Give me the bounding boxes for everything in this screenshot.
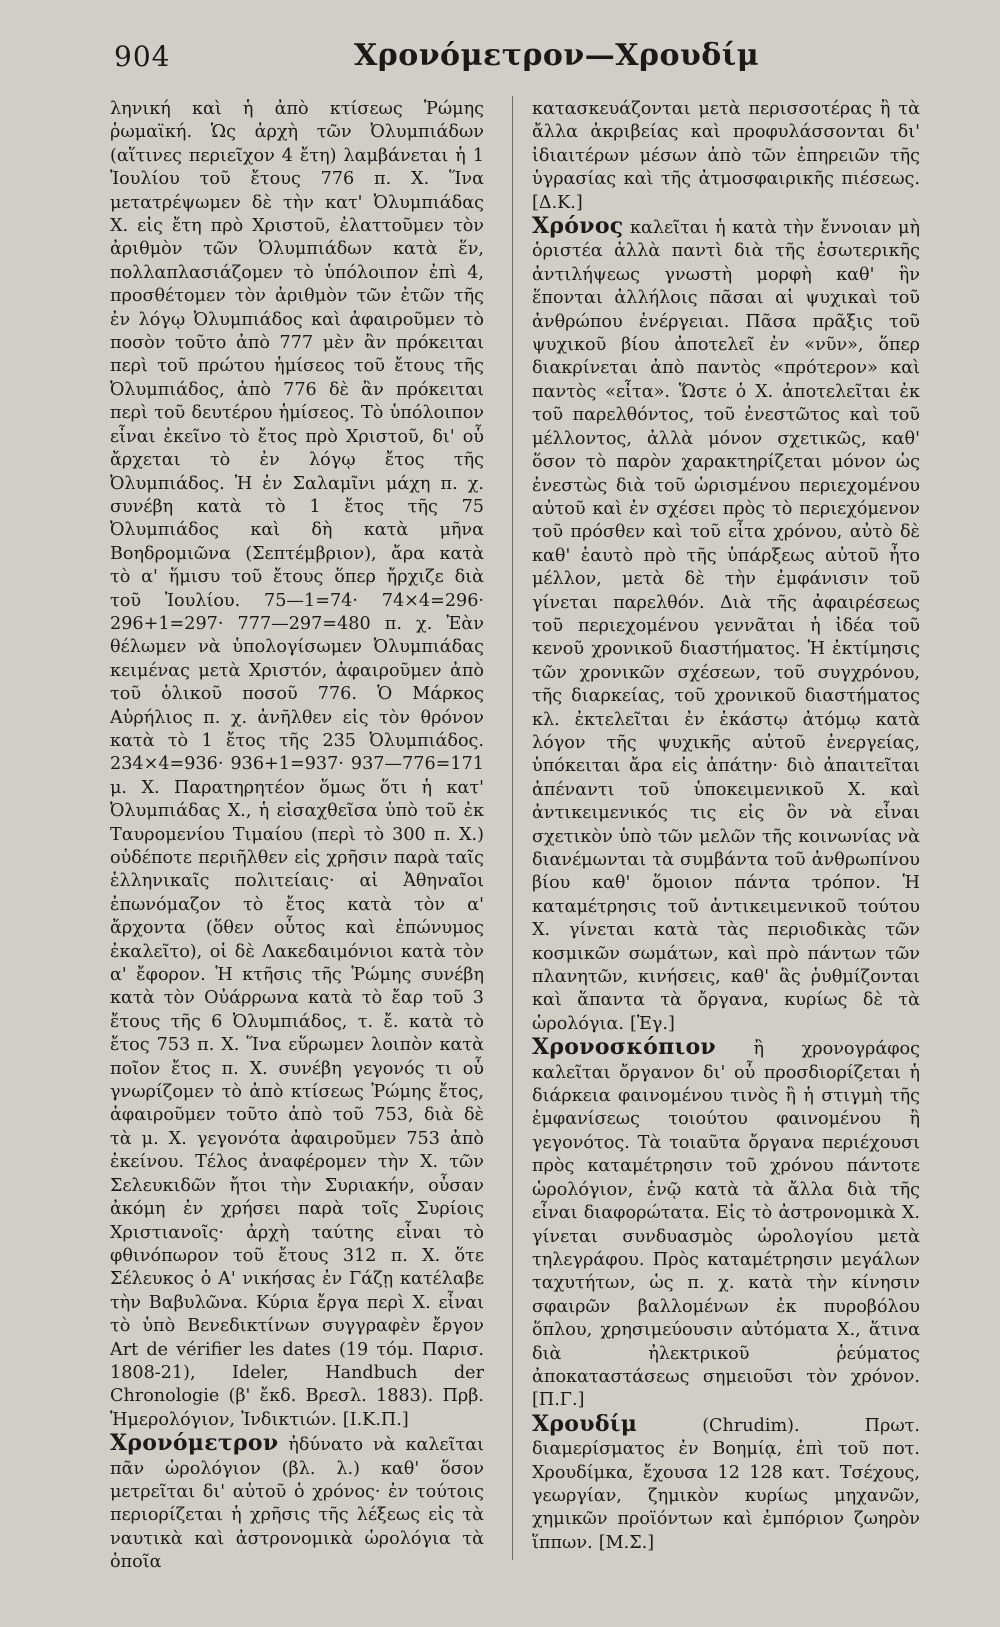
left-column [110,98,484,1575]
headword-chronoskopion: Χρονοσκόπιον [532,1034,716,1061]
entry-chronometron [110,1432,484,1574]
entry-chronos-text: καλεῖται ἡ κατὰ τὴν ἔννοιαν μὴ ὁριστέα ἀλλὰ παντὶ διὰ τῆς ἐσωτερικῆς ἀντιλήψεως γνωστὴ μορφὴ καθ' ἣν ἕπονται ἀλλήλοις πᾶσαι αἱ ψυχικαὶ τοῦ ἀνθρώπου ἐνέργειαι. Πᾶσα πρᾶξις τοῦ ψυχικοῦ βίου ἀποτελεῖ ἐν «νῦν», ὅπερ διακρίνεται ἀπὸ παντὸς «πρότερον» καὶ παντὸς «εἶτα». Ὥστε ὁ Χ. ἀποτελεῖται ἐκ τοῦ παρελθόντος, τοῦ ἐνεστῶτος καὶ τοῦ μέλλοντος, ἀλλὰ μόνον σχετικῶς, καθ' ὅσον τὸ παρὸν χαρακτηρίζεται μόνον ὡς ἐνεστὼς διὰ τοῦ ὡρισμένου περιεχομένου αὐτοῦ καὶ ἐν σχέσει πρὸς τὸ περιεχόμενον τοῦ πρόσθεν καὶ τοῦ εἶτα χρόνου, αὐτὸ δὲ καθ' ἑαυτὸ πρὸ τῆς ὑπάρξεως αὐτοῦ ἦτο μέλλον, μετὰ δὲ τὴν ἐμφάνισιν τοῦ γίνεται παρελθόν. Διὰ τῆς ἀφαιρέσεως τοῦ περιεχομένου γεννᾶται ἡ ἰδέα τοῦ κενοῦ χρονικοῦ διαστήματος. Ἡ ἐκτίμησις τῶν χρονικῶν σχέσεων, τοῦ συγχρόνου, τῆς διαρκείας, τοῦ χρονικοῦ διαστήματος κλ. ἐκτελεῖται ἐν ἑκάστῳ ἀτόμῳ κατὰ λόγον τῆς ψυχικῆς αὐτοῦ ἐνεργείας, ὑπόκειται ἄρα εἰς ἀπάτην· διὸ ἀπαιτεῖται ἀπέναντι τοῦ ὑποκειμενικοῦ Χ. καὶ ἀντικειμενικός τις εἰς ὃν νὰ εἶναι σχετικὸν ὑπὸ τῶν μελῶν τῆς κοινωνίας νὰ διανέμωνται τὰ συμβάντα τοῦ ἀνθρωπίνου βίου καθ' ὅμοιον πάντα τρόπον. Ἡ καταμέτρησις τοῦ ἀντικειμενικοῦ τούτου Χ. γίνεται κατὰ τὰς περιοδικὰς τῶν κοσμικῶν σωμάτων, καὶ πρὸ πάντων τῶν πλανητῶν, κινήσεις, καθ' ἃς ῥυθμίζονται καὶ ἅπαντα τὰ ὄργανα, κυρίως δὲ τὰ ὡρολόγια. [Ἐγ.] [532,218,920,1034]
chronometron-continuation-paragraph: κατασκευάζονται μετὰ περισσοτέρας ἢ τὰ ἄλλα ἀκριβείας καὶ προφυλάσσονται δι' ἰδιαιτέρων μέσων ἀπὸ τῶν ἐπηρειῶν τῆς ὑγρασίας καὶ τῆς ἀτμοσφαιρικῆς πιέσεως. [Δ.Κ.] [532,99,920,213]
headword-chronometron: Χρονόμετρον [110,1430,279,1457]
headword-chroudim: Χρουδίμ [532,1410,638,1437]
entry-chronoskopion [532,1036,920,1413]
running-title: Χρονόμετρον—Χρουδίμ [354,38,760,73]
page-number: 904 [114,40,171,73]
right-column [532,98,920,1555]
page-header [0,34,1000,84]
chronology-continuation-paragraph: ληνική καὶ ἡ ἀπὸ κτίσεως Ῥώμης ῥωμαϊκή. Ὡς ἀρχὴ τῶν Ὀλυμπιάδων (αἵτινες περιεῖχον 4 ἔτη) λαμβάνεται ἡ 1 Ἰουλίου τοῦ ἔτους 776 π. Χ. Ἵνα μετατρέψωμεν δὲ τὴν κατ' Ὀλυμπιάδας Χ. εἰς ἔτη πρὸ Χριστοῦ, ἐλαττοῦμεν τὸν ἀριθμὸν τῶν Ὀλυμπιάδων κατὰ ἕν, πολλαπλασιάζομεν τὸ ὑπόλοιπον ἐπὶ 4, προσθέτομεν τὸν ἀριθμὸν τῶν ἐτῶν τῆς ἐν λόγῳ Ὀλυμπιάδος καὶ ἀφαιροῦμεν τὸ ποσὸν τοῦτο ἀπὸ 777 μὲν ἂν πρόκειται περὶ τοῦ πρώτου ἡμίσεος τοῦ ἔτους τῆς Ὀλυμπιάδος, ἀπὸ 776 δὲ ἂν πρόκειται περὶ τοῦ δευτέρου ἡμίσεος. Τὸ ὑπόλοιπον εἶναι ἐκεῖνο τὸ ἔτος πρὸ Χριστοῦ, δι' οὗ ἄρχεται τὸ ἐν λόγῳ ἔτος τῆς Ὀλυμπιάδος. Ἡ ἐν Σαλαμῖνι μάχη π. χ. συνέβη κατὰ τὸ 1 ἔτος τῆς 75 Ὀλυμπιάδος καὶ δὴ κατὰ μῆνα Βοηδρομιῶνα (Σεπτέμβριον), ἄρα κατὰ τὸ α' ἥμισυ τοῦ ἔτους ὅπερ ἤρχιζε διὰ τοῦ Ἰουλίου. 75—1=74· 74×4=296· 296+1=297· 777—297=480 π. χ. Ἐὰν θέλωμεν νὰ ὑπολογίσωμεν Ὀλυμπιάδας κειμένας μετὰ Χριστόν, ἀφαιροῦμεν ἀπὸ τοῦ ὁλικοῦ ποσοῦ 776. Ὁ Μάρκος Αὐρήλιος π. χ. ἀνῆλθεν εἰς τὸν θρόνον κατὰ τὸ 1 ἔτος τῆς 235 Ὀλυμπιάδος. 234×4=936· 936+1=937· 937—776=171 μ. Χ. Παρατηρητέον ὅμως ὅτι ἡ κατ' Ὀλυμπιάδας Χ., ἡ εἰσαχθεῖσα ὑπὸ τοῦ ἐκ Ταυρομενίου Τιμαίου (περὶ τὸ 300 π. Χ.) οὐδέποτε περιῆλθεν εἰς χρῆσιν παρὰ ταῖς ἑλληνικαῖς πολιτείαις· αἱ Ἀθηναῖοι ἐπωνόμαζον τὸ ἔτος κατὰ τὸν α' ἄρχοντα (ὅθεν οὗτος καὶ ἐπώνυμος ἐκαλεῖτο), οἱ δὲ Λακεδαιμόνιοι κατὰ τὸν α' ἔφορον. Ἡ κτῆσις τῆς Ῥώμης συνέβη κατὰ τὸν Οὐάρρωνα κατὰ τὸ ἔαρ τοῦ 3 ἔτους τῆς 6 Ὀλυμπιάδος, τ. ἔ. κατὰ τὸ ἔτος 753 π. Χ. Ἵνα εὕρωμεν λοιπὸν κατὰ ποῖον ἔτος π. Χ. συνέβη γεγονός τι οὗ γνωρίζομεν τὸ ἀπὸ κτίσεως Ῥώμης ἔτος, ἀφαιροῦμεν τοῦτο ἀπὸ τοῦ 753, διὰ δὲ τὰ μ. Χ. γεγονότα ἀφαιροῦμεν 753 ἀπὸ ἐκείνου. Τέλος ἀναφέρομεν τὴν Χ. τῶν Σελευκιδῶν ἤτοι τὴν Συριακήν, οὖσαν ἀκόμη ἐν χρήσει παρὰ τοῖς Συρίοις Χριστιανοῖς· ἀρχὴ ταύτης εἶναι τὸ φθινόπωρον τοῦ ἔτους 312 π. Χ. ὅτε Σέλευκος ὁ Α' νικήσας ἐν Γάζῃ κατέλαβε τὴν Βαβυλῶνα. Κύρια ἔργα περὶ Χ. εἶναι τὸ ὑπὸ Βενεδικτίνων συγγραφὲν ἔργον Art de vérifier les dates (19 τόμ. Παρισ. 1808-21), Ideler, Handbuch der Chronologie (β' ἔκδ. Βρεσλ. 1883). Πρβ. Ἡμερολόγιον, Ἰνδικτιών. [Ι.Κ.Π.] [110,99,484,1430]
headword-chronos: Χρόνος [532,213,624,240]
entry-chronoskopion-text: ἢ χρονογράφος καλεῖται ὄργανον δι' οὗ προσδιορίζεται ἡ διάρκεια φαινομένου τινὸς ἢ ἡ στιγμὴ τῆς ἐμφανίσεως τοιούτου φαινομένου ἢ γεγονότος. Τὰ τοιαῦτα ὄργανα περιέχουσι πρὸς καταμέτρησιν τοῦ χρόνου πάντοτε ὡρολόγιον, ἐνῷ κατὰ τὰ ἄλλα διὰ τῆς εἶναι διαφορώτατα. Εἰς τὸ ἀστρονομικὰ Χ. γίνεται συνδυασμὸς ὡρολογίου μετὰ τηλεγράφου. Πρὸς καταμέτρησιν μεγάλων ταχυτήτων, ὡς π. χ. κατὰ τὴν κίνησιν σφαιρῶν βαλλομένων ἐκ πυροβόλου ὅπλου, χρησιμεύουσιν αὐτόματα Χ., ἅτινα διὰ ἠλεκτρικοῦ ῥεύματος ἀποκαταστάσεως σημειοῦσι τὸν χρόνον. [Π.Γ.] [532,1039,920,1411]
entry-chronometron-text: ἠδύνατο νὰ καλεῖται πᾶν ὡρολόγιον (βλ. λ.) καθ' ὅσον μετρεῖται δι' αὐτοῦ ὁ χρόνος· ἐν τούτοις περιορίζεται ἡ χρῆσις τῆς λέξεως εἰς τὰ ναυτικὰ καὶ ἀστρονομικὰ ὡρολόγια τὰ ὁποῖα [110,1435,484,1573]
column-divider [512,96,513,1560]
entry-chronos [532,215,920,1036]
entry-chroudim-text: (Chrudim). Πρωτ. διαμερίσματος ἐν Βοημίᾳ, ἐπὶ τοῦ ποτ. Χρουδίμκα, ἔχουσα 12 128 κατ. Τσέχους, γεωργίαν, ζημικὸν κυρίως μηχανῶν, χημικῶν προϊόντων καὶ ἐμπόριον ζωηρὸν ἵππων. [Μ.Σ.] [532,1415,920,1553]
entry-chroudim [532,1410,920,1555]
